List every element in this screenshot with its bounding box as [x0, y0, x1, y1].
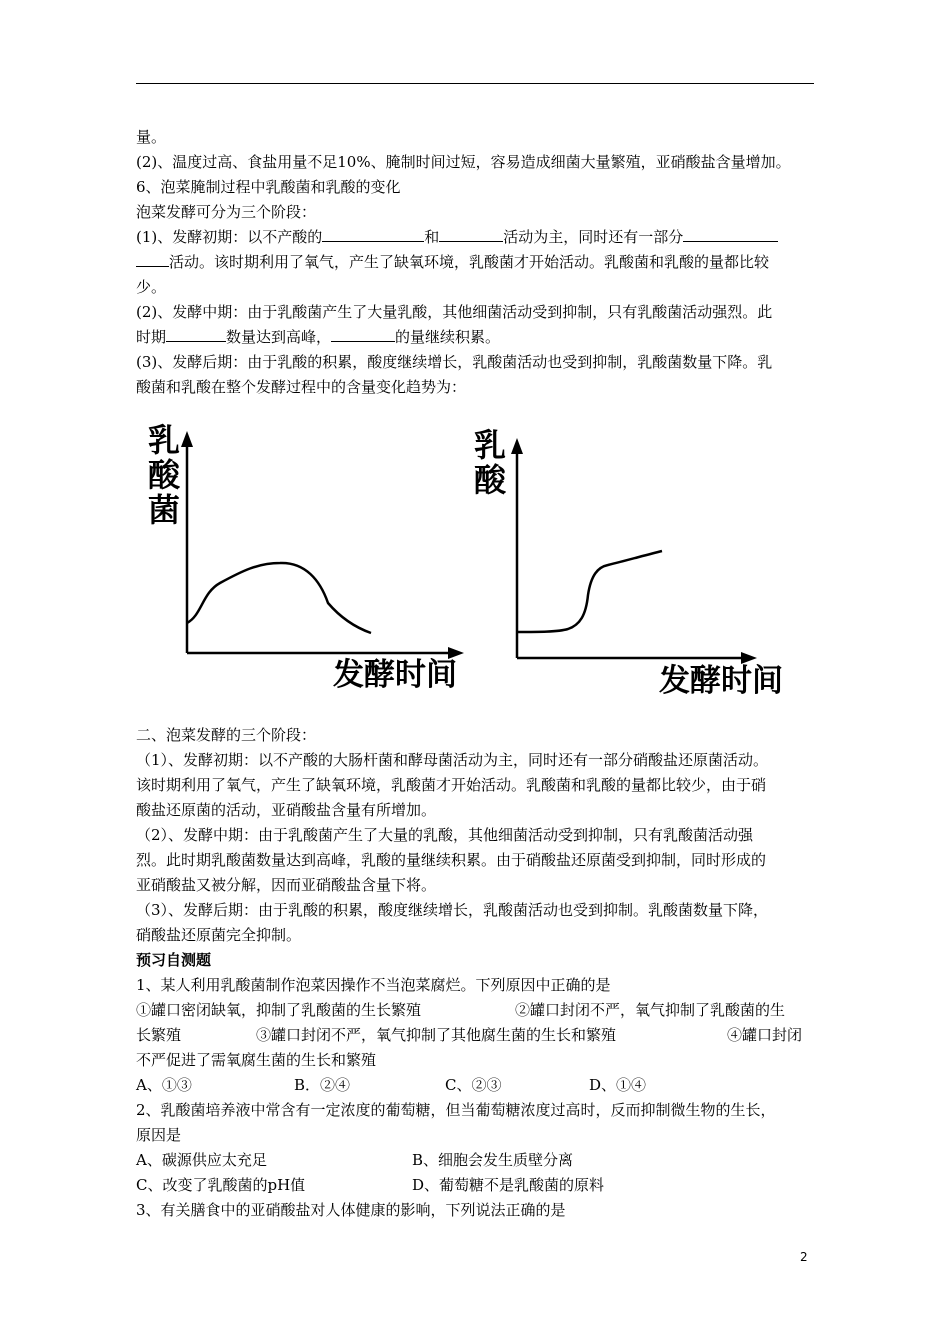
answer-blank[interactable] [683, 226, 778, 242]
text-line: （3）、发酵后期：由于乳酸的积累，酸度继续增长，乳酸菌活动也受到抑制。乳酸菌数量下降， [136, 901, 769, 919]
statement-4: ④罐口封闭 [727, 1026, 803, 1044]
q2-option-a[interactable]: A、碳源供应太充足 [136, 1151, 267, 1169]
answer-blank[interactable] [439, 226, 503, 242]
text-line: 硝酸盐还原菌完全抑制。 [136, 926, 302, 944]
statement-1: ①罐口密闭缺氧，抑制了乳酸菌的生长繁殖 [136, 1001, 422, 1019]
q2-option-d[interactable]: D、葡萄糖不是乳酸菌的原料 [412, 1176, 605, 1194]
text-line: 酸菌和乳酸在整个发酵过程中的含量变化趋势为： [136, 378, 467, 396]
section-heading: 6、泡菜腌制过程中乳酸菌和乳酸的变化 [136, 178, 401, 196]
fill-blank-line [136, 250, 816, 274]
text-line: 少。 [136, 278, 167, 296]
question-2-stem: 2、乳酸菌培养液中常含有一定浓度的葡萄糖，但当葡萄糖浓度过高时，反而抑制微生物的生长， [136, 1101, 776, 1119]
answer-blank[interactable] [331, 326, 395, 342]
text-segment: 和 [424, 228, 440, 246]
lactobacillus-graph [140, 415, 480, 700]
text-segment: 数量达到高峰， [226, 328, 332, 346]
text-segment: (1)、发酵初期：以不产酸的 [136, 228, 323, 246]
statement-2: ②罐口封闭不严，氧气抑制了乳酸菌的生 [515, 1001, 786, 1019]
text-line: 量。 [136, 128, 167, 146]
q1-option-a[interactable]: A、①③ [136, 1076, 192, 1094]
text-segment: 时期 [136, 328, 167, 346]
y-axis-label-char: 乳 [148, 421, 181, 459]
y-axis-label-char: 乳 [474, 426, 507, 464]
answer-blank[interactable] [322, 226, 424, 242]
q1-option-b[interactable]: B．②④ [294, 1076, 351, 1094]
section-heading: 二、泡菜发酵的三个阶段： [136, 726, 317, 744]
y-axis-label-char: 菌 [148, 491, 181, 529]
question-3-stem: 3、有关膳食中的亚硝酸盐对人体健康的影响，下列说法正确的是 [136, 1201, 566, 1219]
q1-option-c[interactable]: C、②③ [445, 1076, 502, 1094]
y-axis-label-char: 酸 [474, 461, 507, 499]
text-segment: 活动。该时期利用了氧气，产生了缺氧环境，乳酸菌才开始活动。乳酸菌和乳酸的量都比较 [169, 253, 770, 271]
q2-option-b[interactable]: B、细胞会发生质壁分离 [412, 1151, 574, 1169]
text-line: (2)、温度过高、食盐用量不足10%、腌制时间过短，容易造成细菌大量繁殖，亚硝酸盐含量增加。 [136, 153, 791, 171]
text-line: 酸盐还原菌的活动，亚硝酸盐含量有所增加。 [136, 801, 437, 819]
y-axis-label-char: 酸 [148, 456, 181, 494]
y-axis-arrow [511, 438, 523, 454]
text-segment: 活动为主，同时还有一部分 [503, 228, 684, 246]
answer-blank[interactable] [166, 326, 226, 342]
statement-3: ③罐口封闭不严，氧气抑制了其他腐生菌的生长和繁殖 [256, 1026, 617, 1044]
text-line: 泡菜发酵可分为三个阶段： [136, 203, 317, 221]
lactic-acid-graph [468, 415, 808, 705]
fill-blank-line [136, 225, 816, 249]
bacteria-curve [187, 563, 371, 633]
text-segment: 的量继续积累。 [395, 328, 501, 346]
text-line: (2)、发酵中期：由于乳酸菌产生了大量乳酸，其他细菌活动受到抑制，只有乳酸菌活动强烈。此 [136, 303, 773, 321]
header-rule [136, 83, 814, 84]
statement-2-cont: 长繁殖 [136, 1026, 182, 1044]
page-number: 2 [800, 1250, 808, 1264]
exercise-heading: 预习自测题 [136, 951, 212, 969]
text-line: （1）、发酵初期：以不产酸的大肠杆菌和酵母菌活动为主，同时还有一部分硝酸盐还原菌活动。 [136, 751, 769, 769]
text-line: 亚硝酸盐又被分解，因而亚硝酸盐含量下将。 [136, 876, 437, 894]
question-2-stem-cont: 原因是 [136, 1126, 182, 1144]
text-line: 该时期利用了氧气，产生了缺氧环境，乳酸菌才开始活动。乳酸菌和乳酸的量都比较少，由于硝 [136, 776, 767, 794]
fill-blank-line [136, 325, 816, 349]
y-axis-arrow [181, 431, 193, 447]
text-line: (3)、发酵后期：由于乳酸的积累，酸度继续增长，乳酸菌活动也受到抑制，乳酸菌数量下降。乳 [136, 353, 773, 371]
x-axis-label: 发酵时间 [333, 657, 457, 693]
question-1-stem: 1、某人利用乳酸菌制作泡菜因操作不当泡菜腐烂。下列原因中正确的是 [136, 976, 611, 994]
q2-option-c[interactable]: C、改变了乳酸菌的pH值 [136, 1176, 306, 1194]
statement-4-cont: 不严促进了需氧腐生菌的生长和繁殖 [136, 1051, 377, 1069]
x-axis-label: 发酵时间 [659, 663, 783, 699]
q1-option-d[interactable]: D、①④ [589, 1076, 647, 1094]
text-line: 烈。此时期乳酸菌数量达到高峰，乳酸的量继续积累。由于硝酸盐还原菌受到抑制，同时形成的 [136, 851, 767, 869]
text-line: （2）、发酵中期：由于乳酸菌产生了大量的乳酸，其他细菌活动受到抑制，只有乳酸菌活动强 [136, 826, 754, 844]
lactic-acid-curve [517, 551, 662, 632]
answer-blank[interactable] [136, 251, 169, 267]
